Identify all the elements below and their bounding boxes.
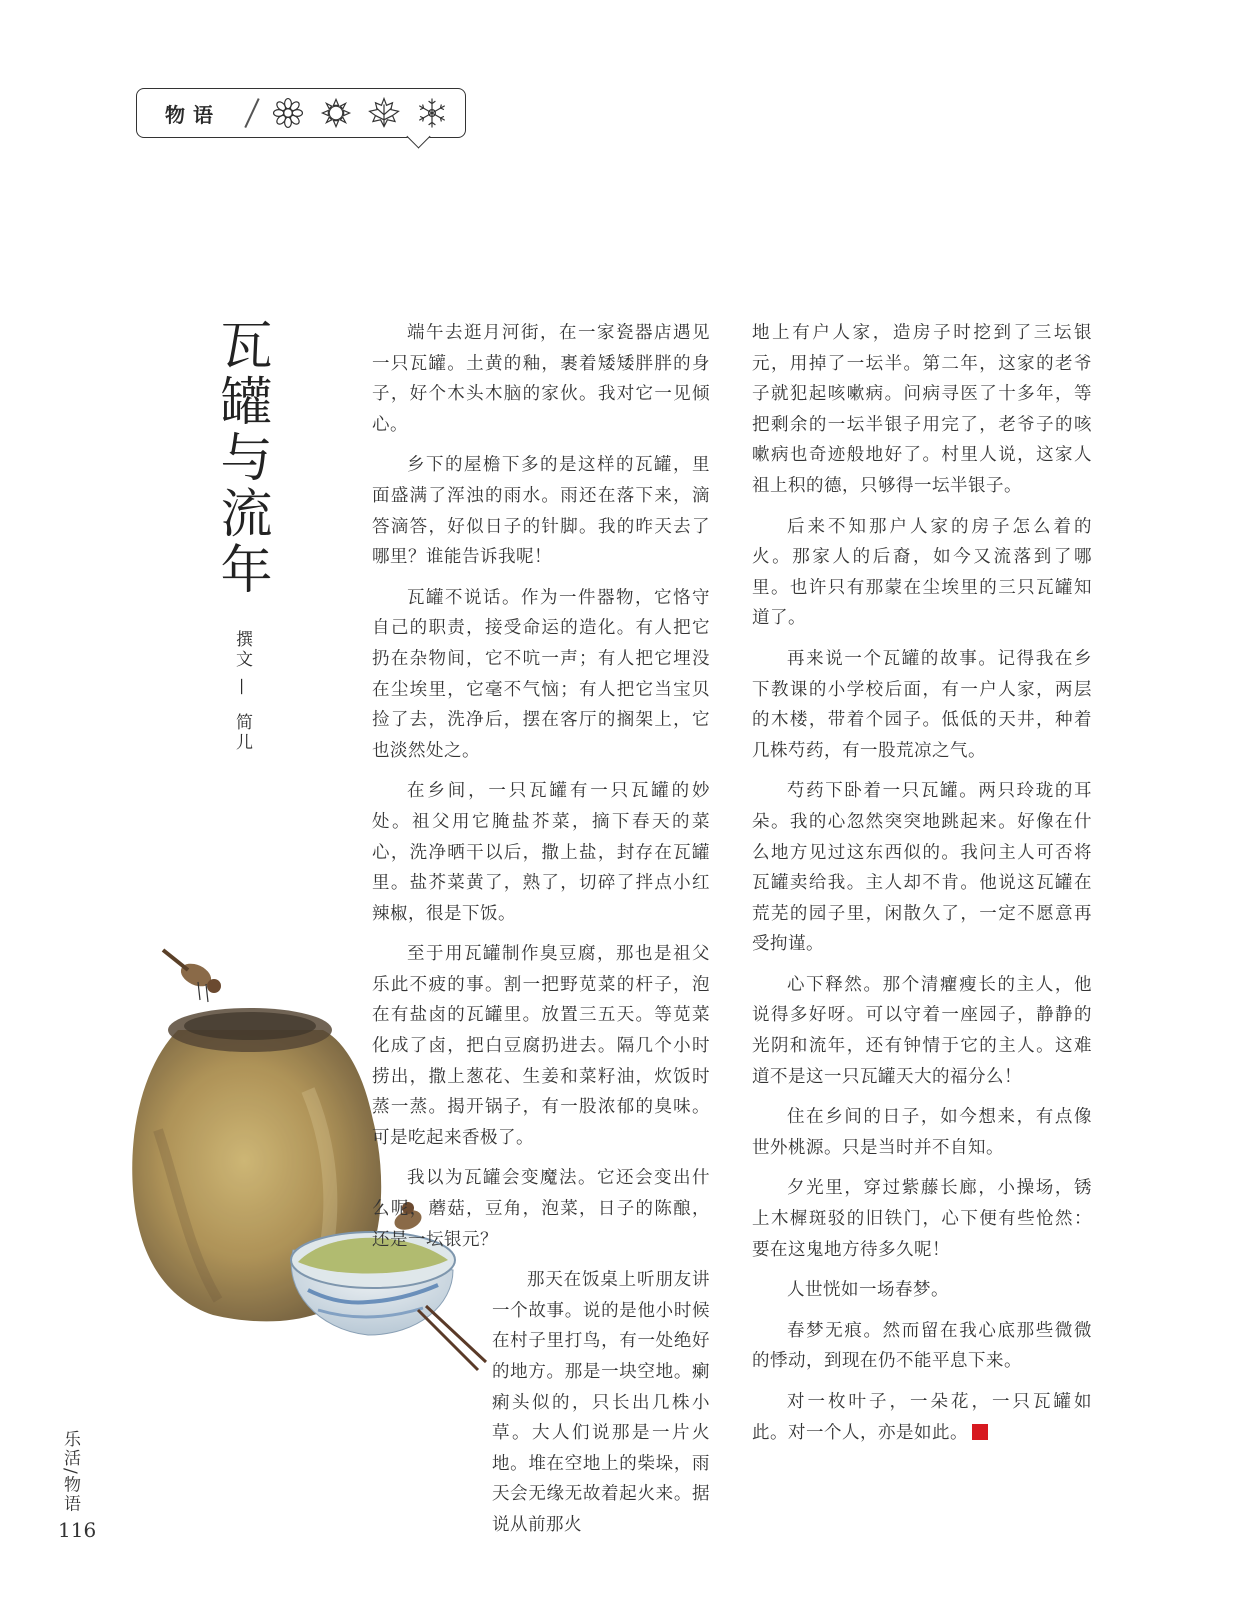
paragraph: 春梦无痕。然而留在我心底那些微微的悸动，到现在仍不能平息下来。 (752, 1320, 1092, 1372)
paragraph: 乡下的屋檐下多的是这样的瓦罐，里面盛满了浑浊的雨水。雨还在落下来，滴答滴答，好似日子的针脚。我的昨天去了哪里？谁能告诉我呢！ (372, 455, 710, 568)
paragraph: 芍药下卧着一只瓦罐。两只玲珑的耳朵。我的心忽然突突地跳起来。好像在什么地方见过这东西似的。我问主人可否将瓦罐卖给我。主人却不肯。他说这瓦罐在荒芜的园子里，闲散久了，一定不愿意再受拘谨。 (752, 781, 1092, 955)
paragraph: 在乡间，一只瓦罐有一只瓦罐的妙处。祖父用它腌盐芥菜，摘下春天的菜心，洗净晒干以后，撒上盐，封存在瓦罐里。盐芥菜黄了，熟了，切碎了拌点小红辣椒，很是下饭。 (372, 781, 710, 924)
sparrow-top (163, 950, 221, 1002)
end-mark-icon (972, 1424, 988, 1440)
final-text: 对一枚叶子，一朵花，一只瓦罐如此。对一个人，亦是如此。 (752, 1392, 1092, 1443)
paragraph: 再来说一个瓦罐的故事。记得我在乡下教课的小学校后面，有一户人家，两层的木楼，带着个园子。低低的天井，种着几株芍药，有一股荒凉之气。 (752, 648, 1092, 761)
section-label: 物语 (165, 102, 221, 127)
paragraph: 瓦罐不说话。作为一件器物，它恪守自己的职责，接受命运的造化。有人把它扔在杂物间，它不吭一声；有人把它埋没在尘埃里，它毫不气恼；有人把它当宝贝捡了去，洗净后，摆在客厅的搁架上，它也淡然处之。 (372, 587, 710, 761)
page-number: 116 (58, 1518, 97, 1542)
paragraph: 住在乡间的日子，如今想来，有点像世外桃源。只是当时并不自知。 (752, 1107, 1092, 1158)
paragraph: 人世恍如一场春梦。 (787, 1280, 949, 1301)
paragraph: 端午去逛月河街，在一家瓷器店遇见一只瓦罐。土黄的釉，裹着矮矮胖胖的身子，好个木头木脑的家伙。我对它一见倾心。 (372, 323, 710, 435)
paragraph: 地上有户人家，造房子时挖到了三坛银元，用掉了一坛半。第二年，这家的老爷子就犯起咳嗽病。问病寻医了十多年，等把剩余的一坛半银子用完了，老爷子的咳嗽病也奇迹般地好了。村里人说，这家人祖上积的德，只够得一坛半银子。 (752, 323, 1092, 496)
byline (232, 630, 252, 753)
badge-divider (244, 98, 259, 128)
article-column-1 (372, 318, 710, 1551)
sun-icon (319, 96, 353, 130)
byline-role: 撰文 (232, 630, 252, 670)
byline-author: 简儿 (232, 712, 252, 753)
article-column-2 (752, 318, 1092, 1458)
paragraph: 夕光里，穿过紫藤长廊，小操场，锈上木樨斑驳的旧铁门，心下便有些怆然：要在这鬼地方待多久呢！ (752, 1178, 1092, 1260)
paragraph-final (752, 1387, 1092, 1448)
paragraph: 至于用瓦罐制作臭豆腐，那也是祖父乐此不疲的事。割一把野苋菜的杆子，泡在有盐卤的瓦罐里。放置三五天。等苋菜化成了卤，把白豆腐扔进去。隔几个小时捞出，撒上葱花、生姜和菜籽油，炊饭时蒸一蒸。揭开锅子，有一股浓郁的臭味。可是吃起来香极了。 (372, 944, 710, 1148)
leaf-icon (367, 96, 401, 130)
flower-icon (271, 96, 305, 130)
footer-section-label: 乐活/物语 (60, 1430, 80, 1514)
byline-dash: — (232, 678, 252, 699)
paragraph: 我以为瓦罐会变魔法。它还会变出什么呢，蘑菇，豆角，泡菜，日子的陈酿，还是一坛银元？ (372, 1168, 710, 1250)
paragraph: 后来不知那户人家的房子怎么着的火。那家人的后裔，如今又流落到了哪里。也许只有那蒙在尘埃里的三只瓦罐知道了。 (752, 516, 1092, 629)
paragraph: 心下释然。那个清癯瘦长的主人，他说得多好呀。可以守着一座园子，静静的光阴和流年，还有钟情于它的主人。这难道不是这一只瓦罐天大的福分么！ (752, 974, 1092, 1087)
paragraph: 那天在饭桌上听朋友讲一个故事。说的是他小时候在村子里打鸟，有一处绝好的地方。那是一块空地。瘌痢头似的，只长出几株小草。大人们说那是一片火地。堆在空地上的柴垛，雨天会无缘无故着起火来。据说从前那火 (492, 1270, 710, 1535)
article-title: 瓦罐与流年 (211, 318, 271, 598)
